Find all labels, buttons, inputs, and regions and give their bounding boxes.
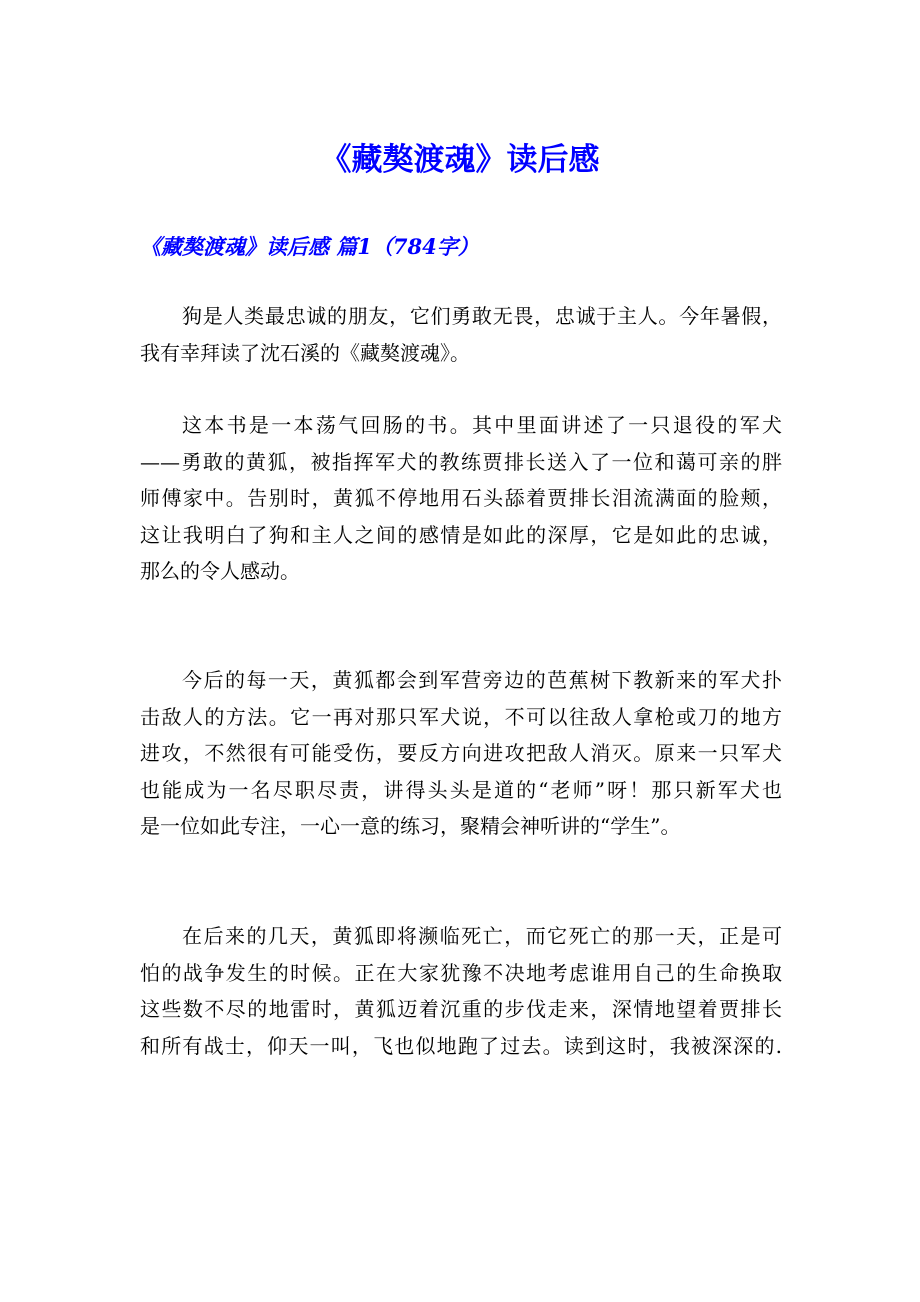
paragraph-line: 是一位如此专注，一心一意的练习，聚精会神听讲的“学生”。: [140, 814, 681, 838]
paragraph-1: [140, 298, 782, 371]
paragraph-line: 击敌人的方法。它一再对那只军犬说，不可以往敌人拿枪或刀的地方: [140, 704, 782, 729]
paragraph-line: 那么的令人感动。: [140, 559, 300, 583]
paragraph-line: 我有幸拜读了沈石溪的《藏獒渡魂》。: [140, 340, 470, 365]
paragraph-2: [140, 407, 782, 590]
section-heading: 《藏獒渡魂》读后感 篇1（784字）: [140, 234, 479, 259]
paragraph-line: 怕的战争发生的时候。正在大家犹豫不决地考虑谁用自己的生命换取: [140, 960, 782, 985]
paragraph-line: 和所有战士，仰天一叫，飞也似地跑了过去。读到这时，我被深深的.: [140, 1033, 782, 1058]
paragraph-4: [140, 918, 782, 1064]
paragraph-line: 狗是人类最忠诚的朋友，它们勇敢无畏，忠诚于主人。今年暑假，: [182, 304, 782, 328]
paragraph-line: 今后的每一天，黄狐都会到军营旁边的芭蕉树下教新来的军犬扑: [182, 668, 782, 692]
paragraph-line: 进攻，不然很有可能受伤，要反方向进攻把敌人消灭。原来一只军犬: [140, 741, 782, 765]
paragraph-line: ——勇敢的黄狐，被指挥军犬的教练贾排长送入了一位和蔼可亲的胖: [140, 449, 782, 474]
document-title: 《藏獒渡魂》读后感: [320, 142, 600, 178]
paragraph-3: [140, 662, 782, 845]
paragraph-line: 在后来的几天，黄狐即将濒临死亡，而它死亡的那一天，正是可: [182, 924, 782, 948]
paragraph-line: 这本书是一本荡气回肠的书。其中里面讲述了一只退役的军犬: [182, 413, 782, 437]
paragraph-line: 也能成为一名尽职尽责，讲得头头是道的“老师”呀！那只新军犬也: [140, 777, 782, 802]
paragraph-line: 这些数不尽的地雷时，黄狐迈着沉重的步伐走来，深情地望着贾排长: [140, 997, 782, 1021]
paragraph-line: 这让我明白了狗和主人之间的感情是如此的深厚，它是如此的忠诚，: [140, 522, 782, 547]
paragraph-line: 师傅家中。告别时，黄狐不停地用石头舔着贾排长泪流满面的脸颊，: [140, 486, 782, 510]
